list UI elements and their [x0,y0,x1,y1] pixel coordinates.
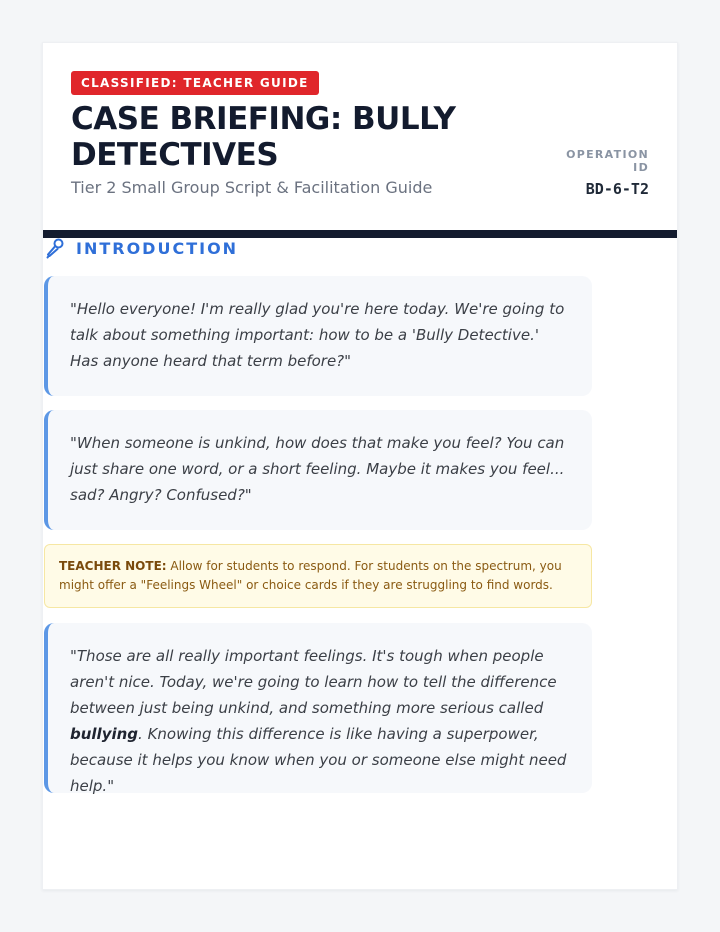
operation-id-value: BD-6-T2 [585,180,649,198]
teacher-note-text: Allow for students to respond. For students on the spectrum, you might offer a "Feelings Wheel" or choice cards if they are struggling to find words. [59,559,562,592]
operation-id-block [559,148,649,198]
section-heading-introduction [44,237,238,259]
script-quote: "Hello everyone! I'm really glad you're here today. We're going to talk about something important: how to be a 'Bully Detective.' Has anyone heard that term before?" [44,276,592,396]
page-subtitle: Tier 2 Small Group Script & Facilitation Guide [71,178,433,197]
briefing-header [43,43,677,231]
script-quote [44,623,592,793]
bold-term: bullying [70,725,139,743]
section-title: INTRODUCTION [76,238,239,258]
teacher-note [44,544,592,608]
script-quote-text: . Knowing this difference is like having a superpower, because it helps you know when you or someone else might need help." [70,725,567,795]
script-quote-text: "Those are all really important feelings. It's tough when people aren't nice. Today, we're going to learn how to tell the difference between just being unkind, and something more serious called [70,647,557,717]
microphone-icon [44,237,66,259]
page-title: CASE BRIEFING: BULLY DETECTIVES [71,101,456,173]
teacher-note-label: TEACHER NOTE: [59,559,167,573]
script-quote: "When someone is unkind, how does that make you feel? You can just share one word, or a short feeling. Maybe it makes you feel... sad? Angry? Confused?" [44,410,592,530]
classified-badge: CLASSIFIED: TEACHER GUIDE [71,71,319,95]
operation-id-label: OPERATION ID [566,148,649,174]
